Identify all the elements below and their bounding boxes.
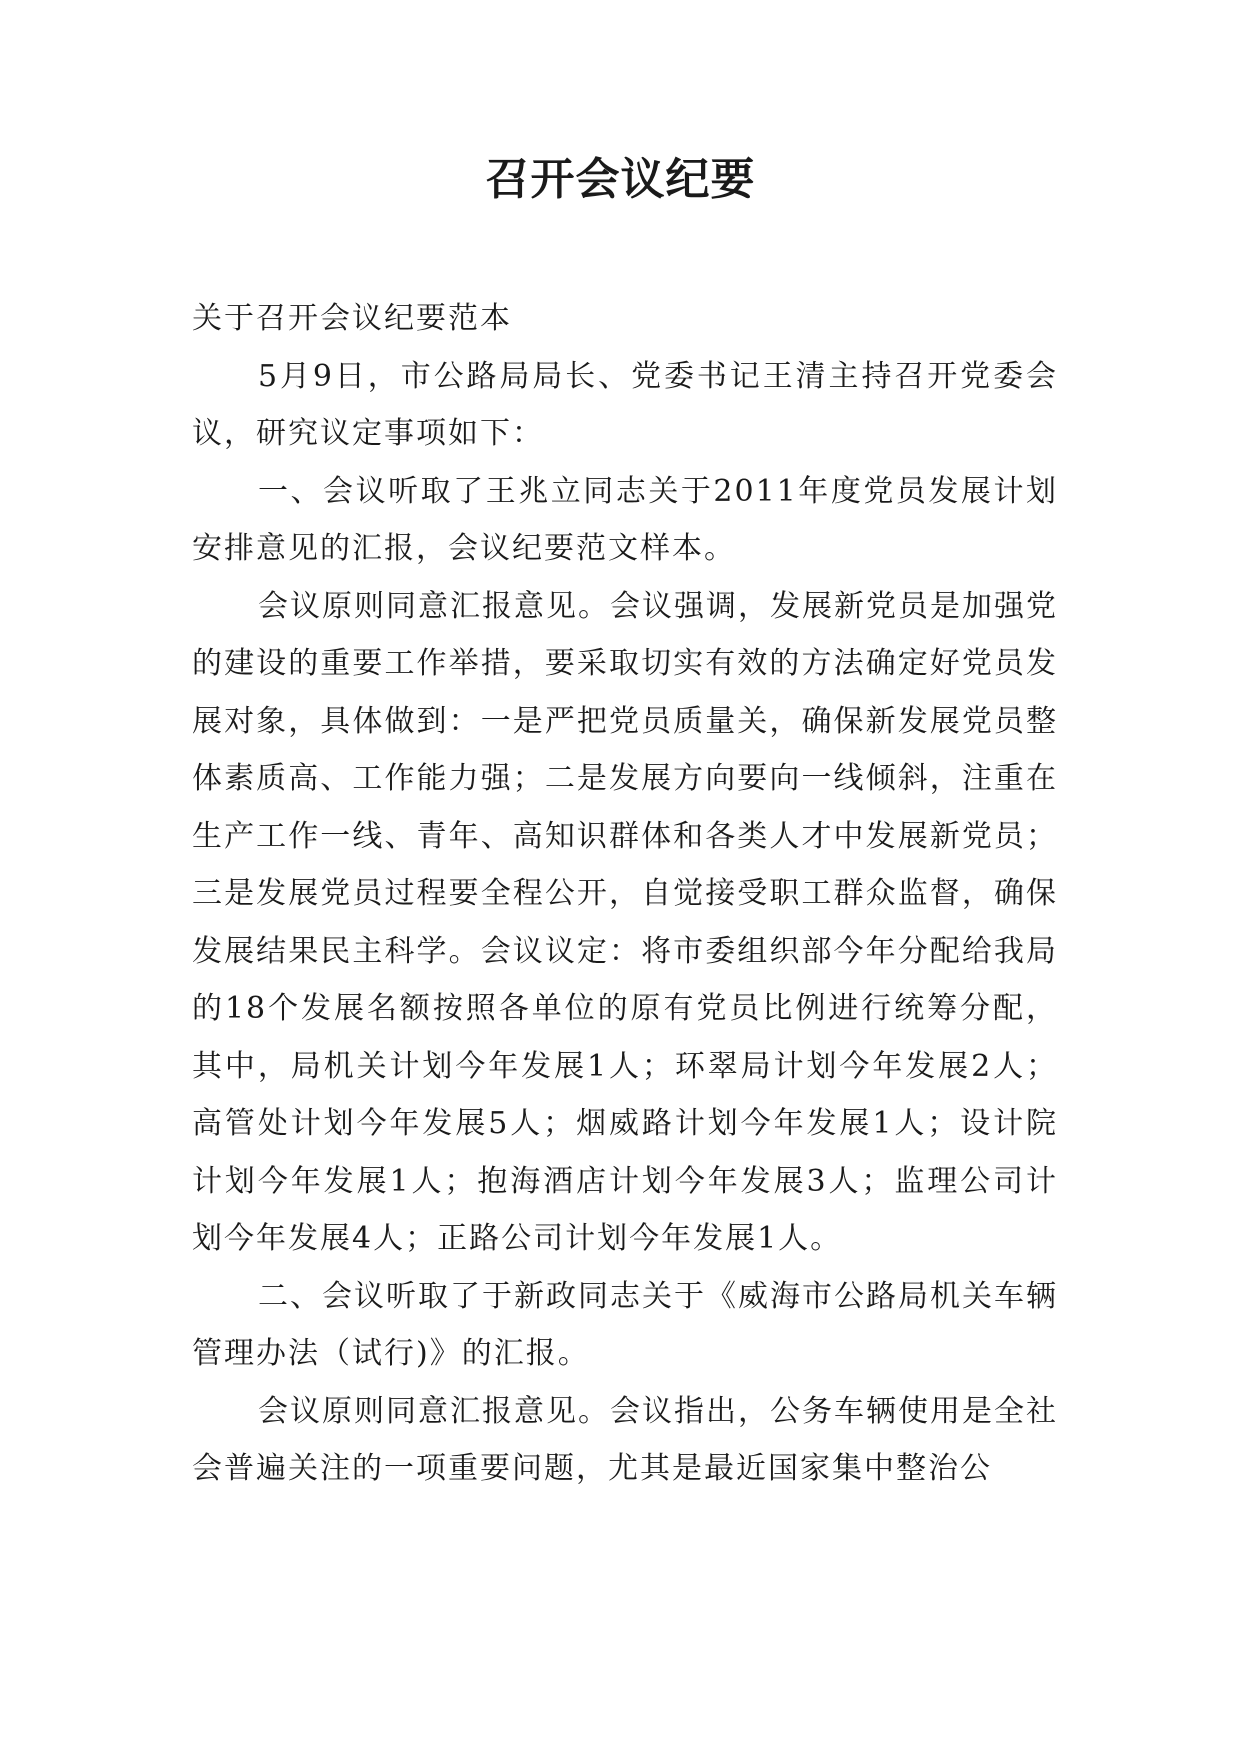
paragraph: 一、会议听取了王兆立同志关于2011年度党员发展计划安排意见的汇报，会议纪要范文样本。 <box>192 473 1058 566</box>
document-title: 召开会议纪要 <box>485 154 756 205</box>
paragraph: 会议原则同意汇报意见。会议指出，公务车辆使用是全社会普遍关注的一项重要问题，尤其是最近国家集中整治公 <box>192 1393 1058 1486</box>
paragraph: 5月9日，市公路局局长、党委书记王清主持召开党委会议，研究议定事项如下： <box>192 358 1058 451</box>
paragraph: 二、会议听取了于新政同志关于《威海市公路局机关车辆管理办法（试行)》的汇报。 <box>192 1278 1058 1371</box>
document-subtitle: 关于召开会议纪要范本 <box>192 301 512 336</box>
document-body <box>192 290 1058 1498</box>
paragraph: 会议原则同意汇报意见。会议强调，发展新党员是加强党的建设的重要工作举措，要采取切实有效的方法确定好党员发展对象，具体做到：一是严把党员质量关，确保新发展党员整体素质高、工作能力强；二是发展方向要向一线倾斜，注重在生产工作一线、青年、高知识群体和各类人才中发展新党员；三是发展党员过程要全程公开，自觉接受职工群众监督，确保发展结果民主科学。会议议定：将市委组织部今年分配给我局的18个发展名额按照各单位的原有党员比例进行统筹分配，其中，局机关计划今年发展1人；环翠局计划今年发展2人；高管处计划今年发展5人；烟威路计划今年发展1人；设计院计划今年发展1人；抱海酒店计划今年发展3人；监理公司计划今年发展4人；正路公司计划今年发展1人。 <box>192 588 1058 1256</box>
